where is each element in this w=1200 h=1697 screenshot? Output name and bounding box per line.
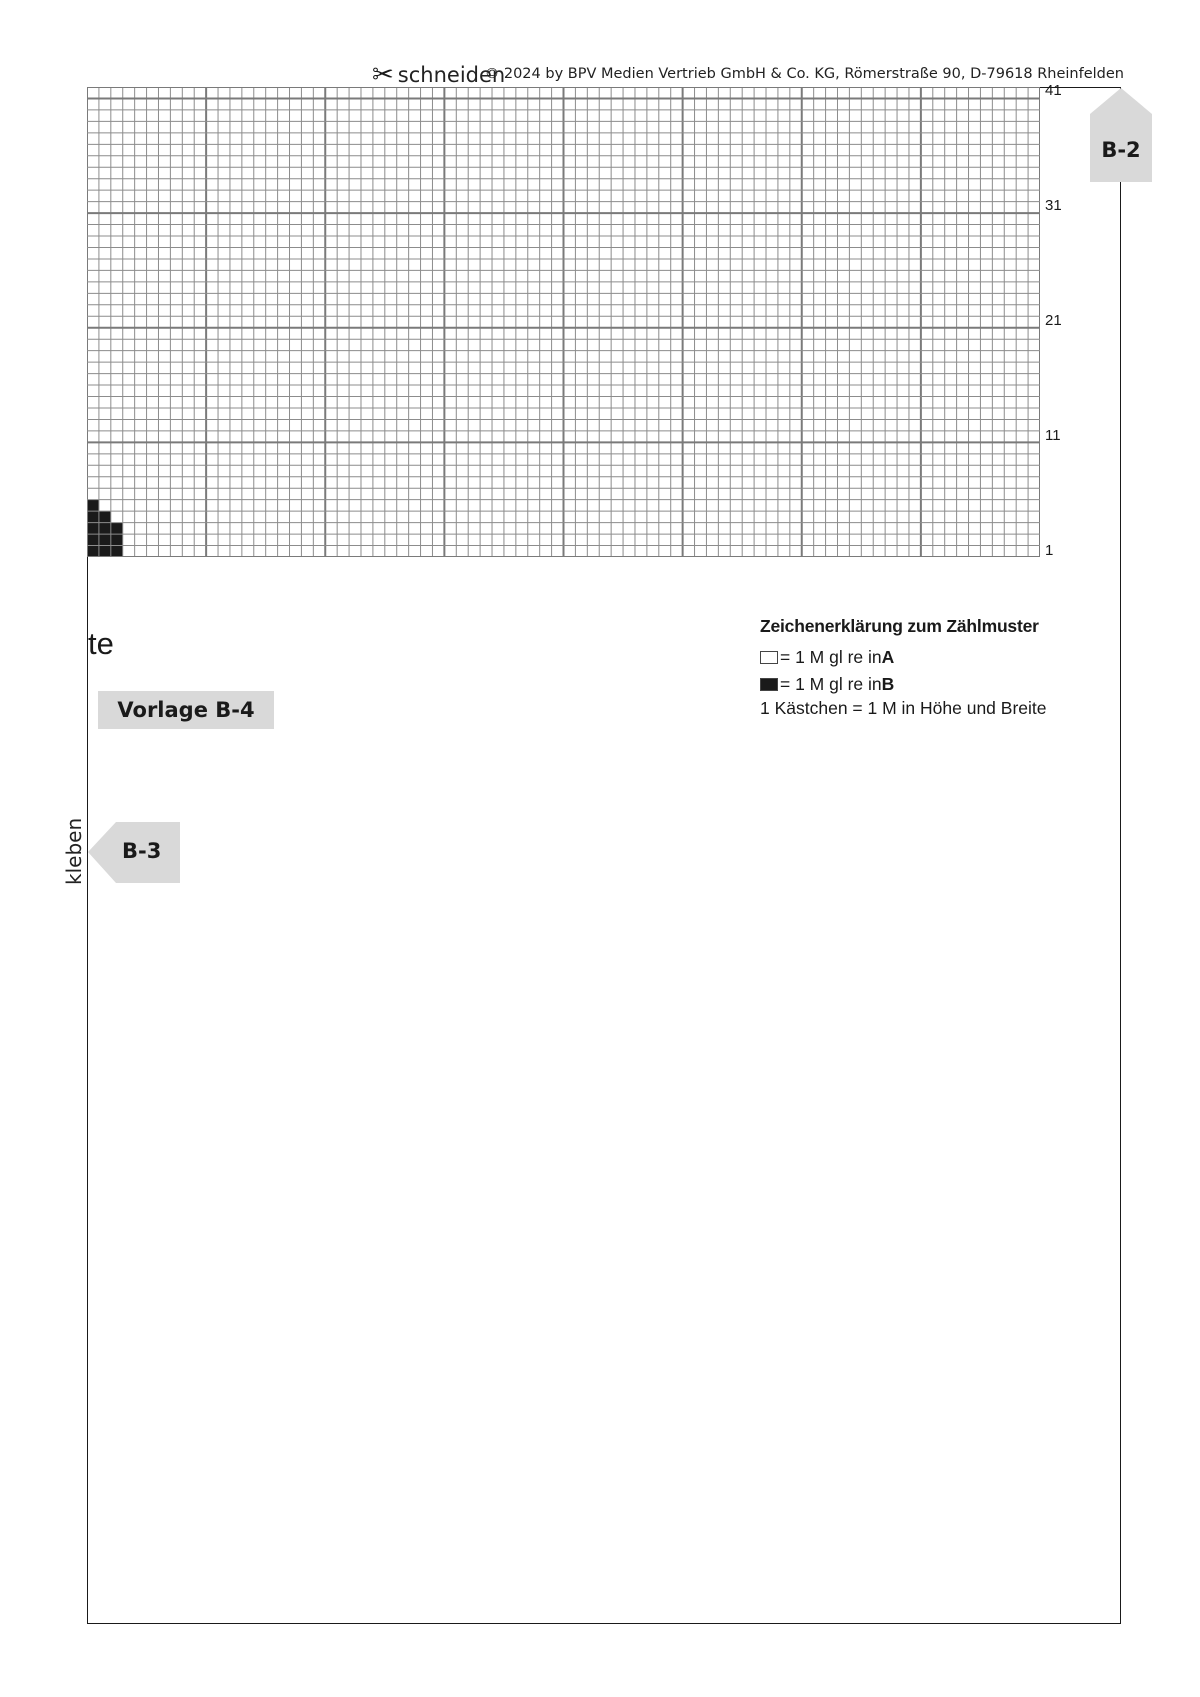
scissors-icon: ✂: [372, 60, 394, 90]
tab-b3-label: B-3: [122, 839, 162, 863]
filled-cell: [87, 511, 99, 522]
template-label-b4: Vorlage B-4: [98, 691, 274, 729]
title-fragment: te: [88, 626, 114, 661]
legend-item-b: [760, 671, 1047, 698]
filled-cell: [87, 534, 99, 545]
legend-note: 1 Kästchen = 1 M in Höhe und Breite: [760, 698, 1047, 718]
row-label-31: 31: [1045, 197, 1062, 214]
legend-item-a-text: = 1 M gl re in: [780, 647, 882, 667]
legend-item-b-text: = 1 M gl re in: [780, 674, 882, 694]
black-square-icon: [760, 678, 778, 691]
filled-cell: [111, 546, 123, 557]
filled-cell: [111, 523, 123, 534]
cut-label: schneiden: [397, 63, 506, 87]
tab-b3: [88, 822, 180, 883]
row-label-1: 1: [1045, 542, 1054, 559]
filled-cell: [99, 546, 111, 557]
filled-cell: [99, 523, 111, 534]
row-label-21: 21: [1045, 312, 1062, 329]
filled-cell: [111, 534, 123, 545]
legend-item-b-yarn: B: [881, 674, 895, 694]
tab-b2-shape: [1090, 88, 1152, 182]
counting-chart-grid: [87, 87, 1040, 557]
white-square-icon: [760, 651, 778, 664]
legend-title: Zeichenerklärung zum Zählmuster: [760, 616, 1039, 636]
filled-cell: [99, 534, 111, 545]
row-label-11: 11: [1045, 427, 1061, 444]
filled-cell: [87, 523, 99, 534]
filled-cell: [87, 546, 99, 557]
chart-legend: [760, 616, 1047, 719]
filled-cell: [87, 500, 99, 511]
tab-b2-label: B-2: [1101, 138, 1141, 162]
row-label-41: 41: [1045, 82, 1062, 99]
tab-b2: [1090, 88, 1152, 182]
glue-label: kleben: [62, 817, 86, 885]
legend-item-a-yarn: A: [881, 647, 895, 667]
filled-cell: [99, 511, 111, 522]
legend-item-a: [760, 644, 1047, 671]
copyright-notice: © 2024 by BPV Medien Vertrieb GmbH & Co. KG, Römerstraße 90, D-79618 Rheinfelden: [484, 66, 1124, 82]
